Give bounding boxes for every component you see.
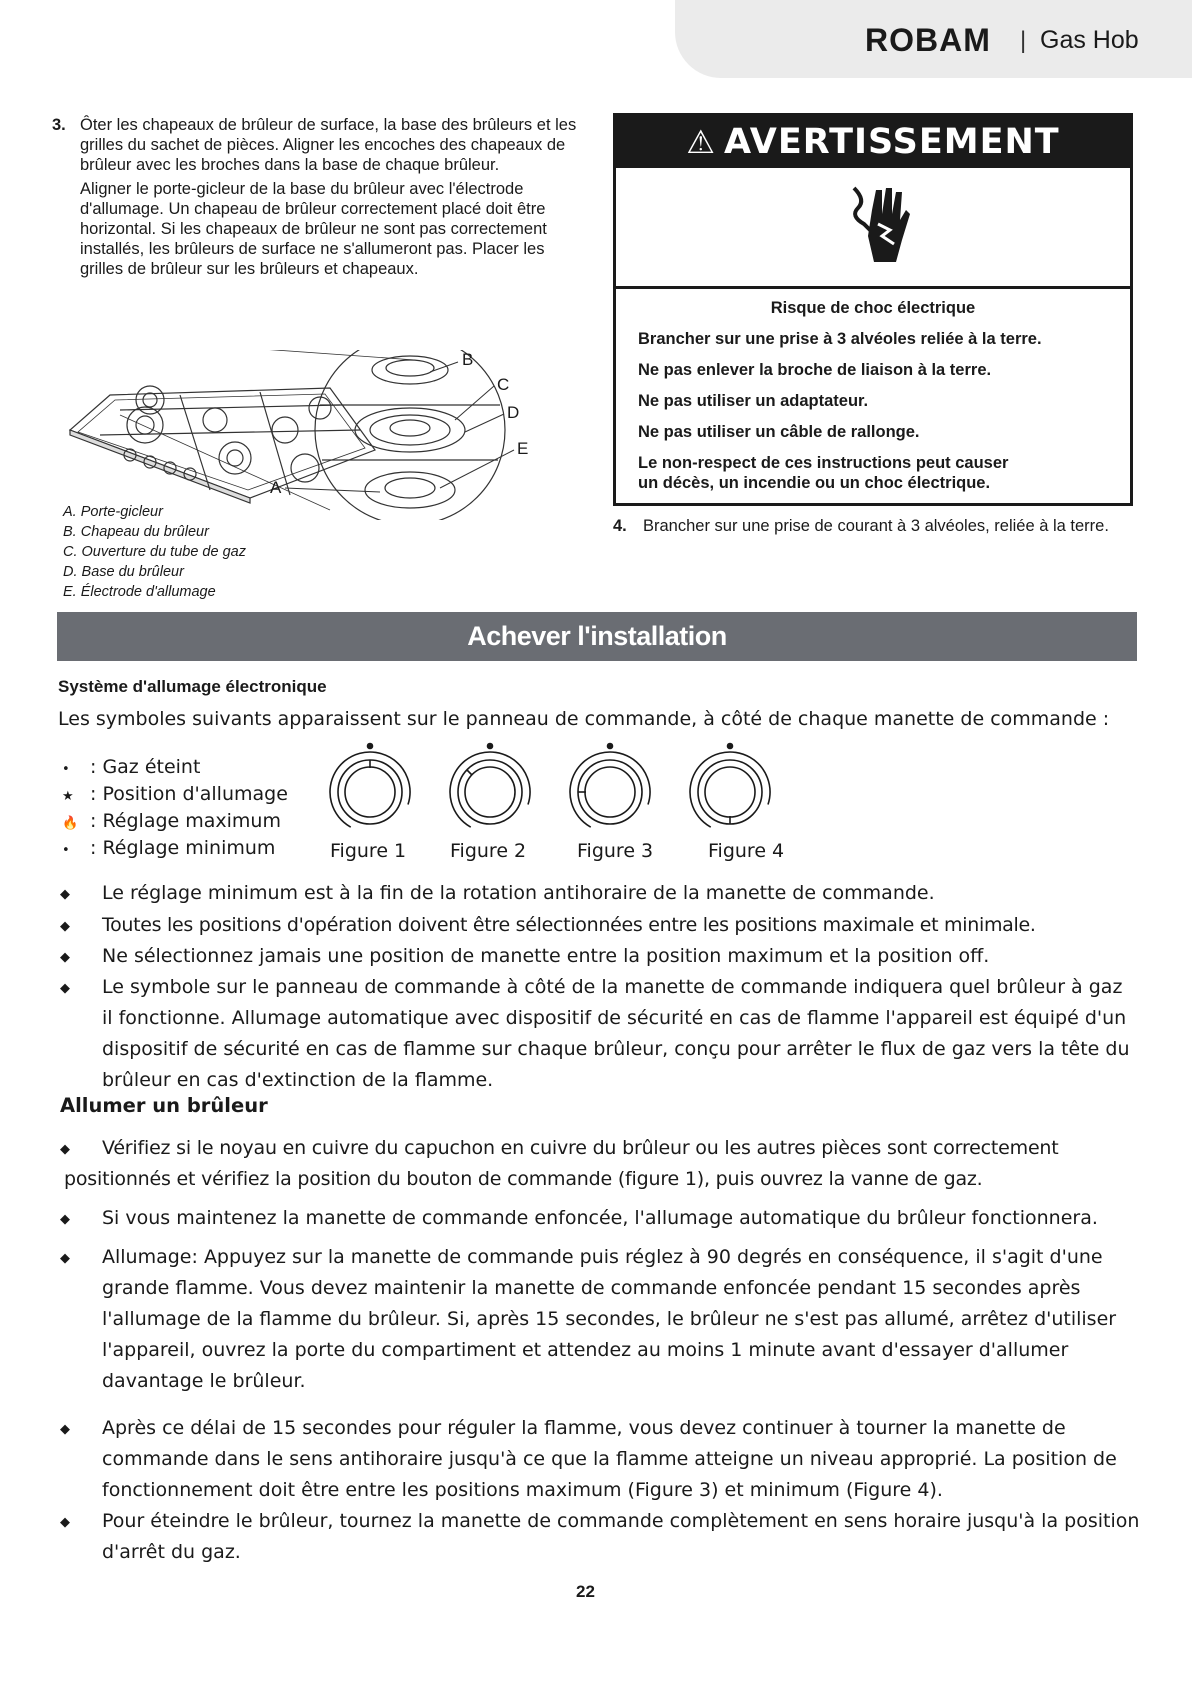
burner-diagram — [60, 350, 580, 520]
warning-lines — [616, 329, 1130, 493]
callout-d: D — [507, 403, 520, 422]
legend-item: E. Électrode d'allumage — [63, 584, 216, 600]
page-number: 22 — [576, 1582, 595, 1601]
figure-3-label: Figure 3 — [577, 840, 654, 862]
symbol-row — [62, 756, 200, 778]
legend-item: C. Ouverture du tube de gaz — [63, 544, 246, 560]
diamond-bullet-icon: ◆ — [60, 949, 70, 964]
figure-1-label: Figure 1 — [330, 840, 407, 862]
symbol-row — [62, 783, 288, 805]
diamond-bullet-icon: ◆ — [60, 1141, 70, 1156]
warning-subtitle: Risque de choc électrique — [770, 299, 976, 317]
knob-figures — [320, 742, 800, 842]
step-3-paragraph-1: Ôter les chapeaux de brûleur de surface, la base des brûleurs et les grilles du sachet de pièces. Aligner les encoches des chapeaux de brûleur avec les broches dans la base de chaque brûleur. — [80, 116, 577, 174]
subheading: Système d'allumage électronique — [58, 677, 327, 696]
step-4-text: Brancher sur une prise de courant à 3 alvéoles, reliée à la terre. — [643, 517, 1109, 535]
small-flame-icon: • — [62, 843, 70, 858]
legend-item: A. Porte-gicleur — [63, 504, 163, 520]
brand-logo: ROBAM — [865, 22, 991, 58]
diamond-bullet-icon: ◆ — [60, 1514, 70, 1529]
knob-figure-3 — [555, 742, 664, 842]
symbol-row — [62, 837, 275, 859]
star-icon: ★ — [62, 789, 74, 804]
step-number: 3. — [52, 116, 66, 134]
callout-e: E — [517, 439, 529, 458]
product-name: Gas Hob — [1040, 26, 1139, 54]
bullet-text: Après ce délai de 15 secondes pour réguler la flamme, vous devez continuer à tourner la manette de commande dans le sens antihoraire jusqu'à ce que la flamme atteigne un niveau approprié. La position de fonctionnement doit être entre les positions maximum (Figure 3) et minimum (Figure 4). — [102, 1417, 1117, 1501]
diamond-bullet-icon: ◆ — [60, 918, 70, 933]
warning-icon-area — [616, 168, 1130, 289]
step-number: 4. — [613, 517, 627, 535]
magnified-burner-view — [315, 350, 505, 520]
symbol-label: : Réglage maximum — [90, 810, 281, 832]
warning-consequence — [638, 453, 1130, 493]
bullet-text: Toutes les positions d'opération doivent être sélectionnées entre les positions maximale et minimale. — [102, 914, 1036, 936]
bullet-text: Ne sélectionnez jamais une position de manette entre la position maximum et la position off. — [102, 945, 990, 967]
section-title-bar: Achever l'installation — [57, 612, 1137, 661]
bullet-text: Pour éteindre le brûleur, tournez la manette de commande complètement en sens horaire jusqu'à la position d'arrêt du gaz. — [102, 1510, 1140, 1563]
warning-line: Ne pas utiliser un câble de rallonge. — [638, 423, 920, 441]
bullet-text: Si vous maintenez la manette de commande enfoncée, l'allumage automatique du brûleur fonctionnera. — [102, 1207, 1098, 1229]
callout-c: C — [497, 375, 510, 394]
symbol-label: : Position d'allumage — [90, 783, 288, 805]
diagram-legend — [63, 502, 246, 602]
figure-4-label: Figure 4 — [708, 840, 785, 862]
dot-icon: • — [62, 762, 70, 777]
knob-figure-4 — [675, 742, 784, 842]
section-heading: Allumer un brûleur — [60, 1094, 268, 1117]
knob-figure-2 — [435, 742, 544, 842]
callout-a: A — [270, 478, 282, 497]
symbol-label: : Réglage minimum — [90, 837, 276, 859]
figure-2-label: Figure 2 — [450, 840, 527, 862]
bullet-text: Vérifiez si le noyau en cuivre du capuchon en cuivre du brûleur ou les autres pièces sont correctement positionnés et vérifiez la position du bouton de commande (figure 1), puis ouvrez la vanne de gaz. — [64, 1137, 1059, 1190]
warning-line: Brancher sur une prise à 3 alvéoles reliée à la terre. — [638, 330, 1042, 348]
callout-b: B — [462, 350, 474, 369]
symbol-label: : Gaz éteint — [90, 756, 201, 778]
legend-item: D. Base du brûleur — [63, 564, 184, 580]
warning-line: Ne pas enlever la broche de liaison à la terre. — [638, 361, 992, 379]
step-4 — [613, 516, 1123, 536]
warning-box — [613, 113, 1133, 506]
bullet-text: Le réglage minimum est à la fin de la rotation antihoraire de la manette de commande. — [102, 882, 935, 904]
intro-text: Les symboles suivants apparaissent sur le panneau de commande, à côté de chaque manette de commande : — [58, 708, 1110, 730]
header-separator: | — [1020, 27, 1027, 54]
diamond-bullet-icon: ◆ — [60, 1211, 70, 1226]
bullet-text: Le symbole sur le panneau de commande à côté de la manette de commande indiquera quel brûleur à gaz il fonctionne. Allumage automatique avec dispositif de sécurité en cas de flamme l'appareil est équipé d'un dispositif de sécurité en cas de flamme sur chaque brûleur, conçu pour arrêter le flux de gaz vers la tête du brûleur en cas d'extinction de la flamme. — [102, 976, 1130, 1091]
legend-item: B. Chapeau du brûleur — [63, 524, 209, 540]
warning-title: AVERTISSEMENT — [724, 122, 1060, 162]
step-3-paragraph-2: Aligner le porte-gicleur de la base du brûleur avec l'électrode d'allumage. Un chapeau de brûleur correctement placé doit être horizontal. Si les chapeaux de brûleur ne sont pas correctement installés, les brûleurs de surface ne s'allumeront pas. Placer les grilles de brûleur sur les brûleurs et chapeaux. — [80, 180, 547, 278]
warning-line: Ne pas utiliser un adaptateur. — [638, 392, 869, 410]
warning-title-bar — [616, 116, 1130, 168]
hob-illustration — [70, 350, 415, 510]
electric-shock-icon — [846, 180, 916, 270]
diamond-bullet-icon: ◆ — [60, 1421, 70, 1436]
warning-triangle-icon: ⚠ — [686, 123, 717, 161]
large-flame-icon: 🔥 — [62, 816, 79, 831]
symbol-row — [62, 810, 281, 832]
diamond-bullet-icon: ◆ — [60, 1250, 70, 1265]
diamond-bullet-icon: ◆ — [60, 886, 70, 901]
knob-figure-1 — [320, 742, 425, 842]
diamond-bullet-icon: ◆ — [60, 980, 70, 995]
bullet-text: Allumage: Appuyez sur la manette de commande puis réglez à 90 degrés en conséquence, il s'agit d'une grande flamme. Vous devez maintenir la manette de commande enfoncée pendant 15 secondes après l'allumage de la flamme du brûleur. Si, après 15 secondes, le brûleur ne s'est pas allumé, arrêtez d'utiliser l'appareil, ouvrez la porte du compartiment et attendez au moins 1 minute avant d'essayer d'allumer davantage le brûleur. — [102, 1246, 1117, 1392]
warning-consequence-line-1: Le non-respect de ces instructions peut causer — [638, 454, 1009, 472]
warning-consequence-line-2: un décès, un incendie ou un choc électrique. — [638, 474, 991, 492]
step-3 — [52, 115, 580, 283]
